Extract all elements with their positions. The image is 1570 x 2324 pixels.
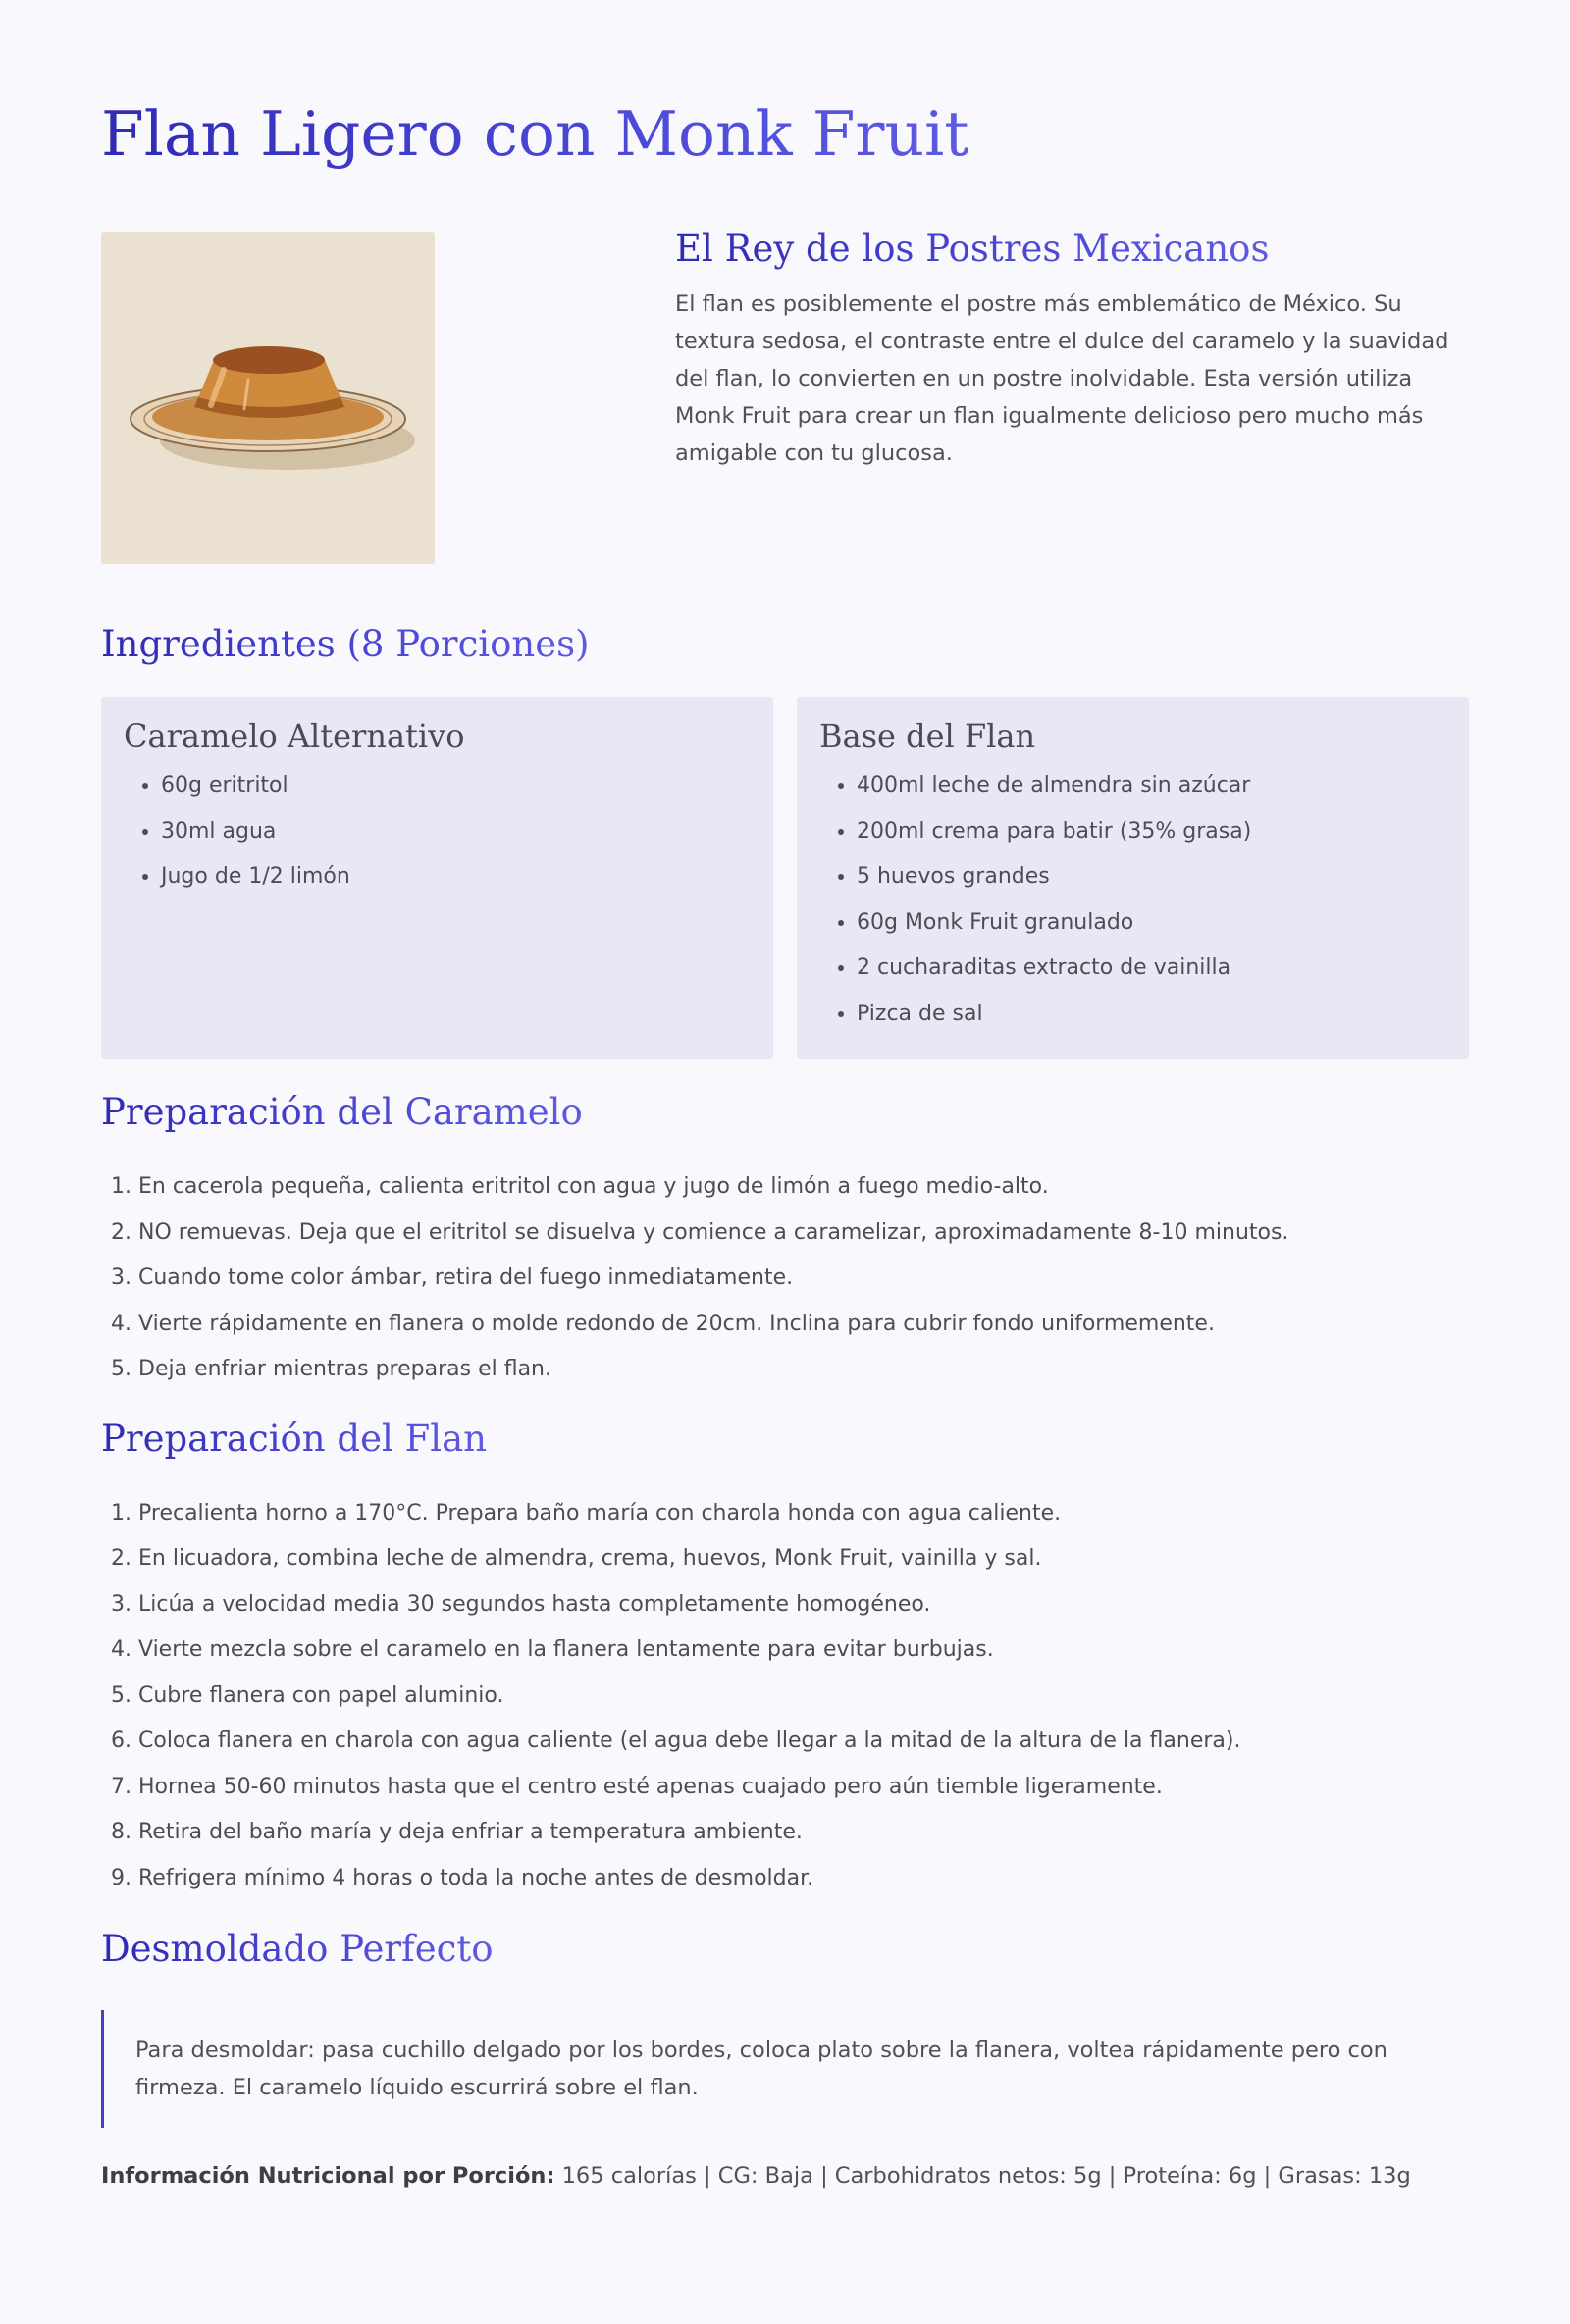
list-item: 2. En licuadora, combina leche de almendra, crema, huevos, Monk Fruit, vainilla y sal. xyxy=(138,1536,1469,1582)
ingredient-group-title: Base del Flan xyxy=(819,717,1036,754)
nutrition-info xyxy=(101,2157,1469,2195)
unmold-tip-callout xyxy=(101,2010,1469,2128)
flan-steps-heading: Preparación del Flan xyxy=(101,1415,487,1464)
ingredient-list xyxy=(124,763,751,901)
list-item: 6. Coloca flanera en charola con agua caliente (el agua debe llegar a la mitad de la altura de la flanera). xyxy=(138,1719,1469,1765)
list-item: • 400ml leche de almendra sin azúcar xyxy=(857,763,1446,809)
list-item: 3. Cuando tome color ámbar, retira del fuego inmediatamente. xyxy=(138,1256,1469,1302)
list-item: 3. Licúa a velocidad media 30 segundos hasta completamente homogéneo. xyxy=(138,1582,1469,1628)
unmold-tip-text: Para desmoldar: pasa cuchillo delgado por los bordes, coloca plato sobre la flanera, voltea rápidamente pero con firmeza. El caramelo líquido escurrirá sobre el flan. xyxy=(135,2038,1387,2100)
list-item: 1. En cacerola pequeña, calienta eritritol con agua y jugo de limón a fuego medio-alto. xyxy=(138,1164,1469,1211)
flan-steps-list xyxy=(101,1491,1469,1902)
ingredients-heading: Ingredientes (8 Porciones) xyxy=(101,620,590,669)
list-item: • 2 cucharaditas extracto de vainilla xyxy=(857,946,1446,992)
flan-plate-illustration-icon xyxy=(101,232,435,564)
list-item: 9. Refrigera mínimo 4 horas o toda la noche antes de desmoldar. xyxy=(138,1856,1469,1902)
intro-text-block xyxy=(675,228,1469,566)
intro-section xyxy=(101,228,1469,566)
list-item: • Pizca de sal xyxy=(857,992,1446,1038)
list-item: 4. Vierte rápidamente en flanera o molde redondo de 20cm. Inclina para cubrir fondo uniformemente. xyxy=(138,1302,1469,1348)
list-item: 2. NO remuevas. Deja que el eritritol se disuelva y comience a caramelizar, aproximadamente 8-10 minutos. xyxy=(138,1211,1469,1257)
list-item: 7. Hornea 50-60 minutos hasta que el centro esté apenas cuajado pero aún tiemble ligeramente. xyxy=(138,1765,1469,1811)
caramel-steps-heading: Preparación del Caramelo xyxy=(101,1088,583,1137)
list-item: 8. Retira del baño maría y deja enfriar a temperatura ambiente. xyxy=(138,1810,1469,1856)
intro-heading: El Rey de los Postres Mexicanos xyxy=(675,225,1269,274)
page-title: Flan Ligero con Monk Fruit xyxy=(101,0,969,174)
ingredient-group-flan-base xyxy=(797,697,1469,1059)
list-item: • 200ml crema para batir (35% grasa) xyxy=(857,809,1446,855)
nutrition-values: 165 calorías | CG: Baja | Carbohidratos netos: 5g | Proteína: 6g | Grasas: 13g xyxy=(554,2163,1411,2189)
nutrition-label: Información Nutricional por Porción: xyxy=(101,2163,555,2189)
flan-image xyxy=(101,232,435,564)
ingredients-grid xyxy=(101,697,1469,1059)
list-item: • Jugo de 1/2 limón xyxy=(161,854,751,901)
list-item: 5. Cubre flanera con papel aluminio. xyxy=(138,1674,1469,1720)
list-item: • 60g Monk Fruit granulado xyxy=(857,901,1446,947)
list-item: 1. Precalienta horno a 170°C. Prepara baño maría con charola honda con agua caliente. xyxy=(138,1491,1469,1537)
list-item: 4. Vierte mezcla sobre el caramelo en la flanera lentamente para evitar burbujas. xyxy=(138,1627,1469,1674)
intro-paragraph: El flan es posiblemente el postre más emblemático de México. Su textura sedosa, el contraste entre el dulce del caramelo y la suavidad del flan, lo convierten en un postre inolvidable. Esta versión utiliza Monk Fruit para crear un flan igualmente delicioso pero mucho más amigable con tu glucosa. xyxy=(675,291,1449,466)
list-item: • 5 huevos grandes xyxy=(857,854,1446,901)
ingredient-group-title: Caramelo Alternativo xyxy=(124,717,465,754)
list-item: • 60g eritritol xyxy=(161,763,751,809)
list-item: • 30ml agua xyxy=(161,809,751,855)
unmold-heading: Desmoldado Perfecto xyxy=(101,1925,493,1974)
list-item: 5. Deja enfriar mientras preparas el flan. xyxy=(138,1347,1469,1393)
ingredient-group-caramel xyxy=(101,697,773,1059)
caramel-steps-list xyxy=(101,1164,1469,1393)
ingredient-list xyxy=(819,763,1446,1037)
